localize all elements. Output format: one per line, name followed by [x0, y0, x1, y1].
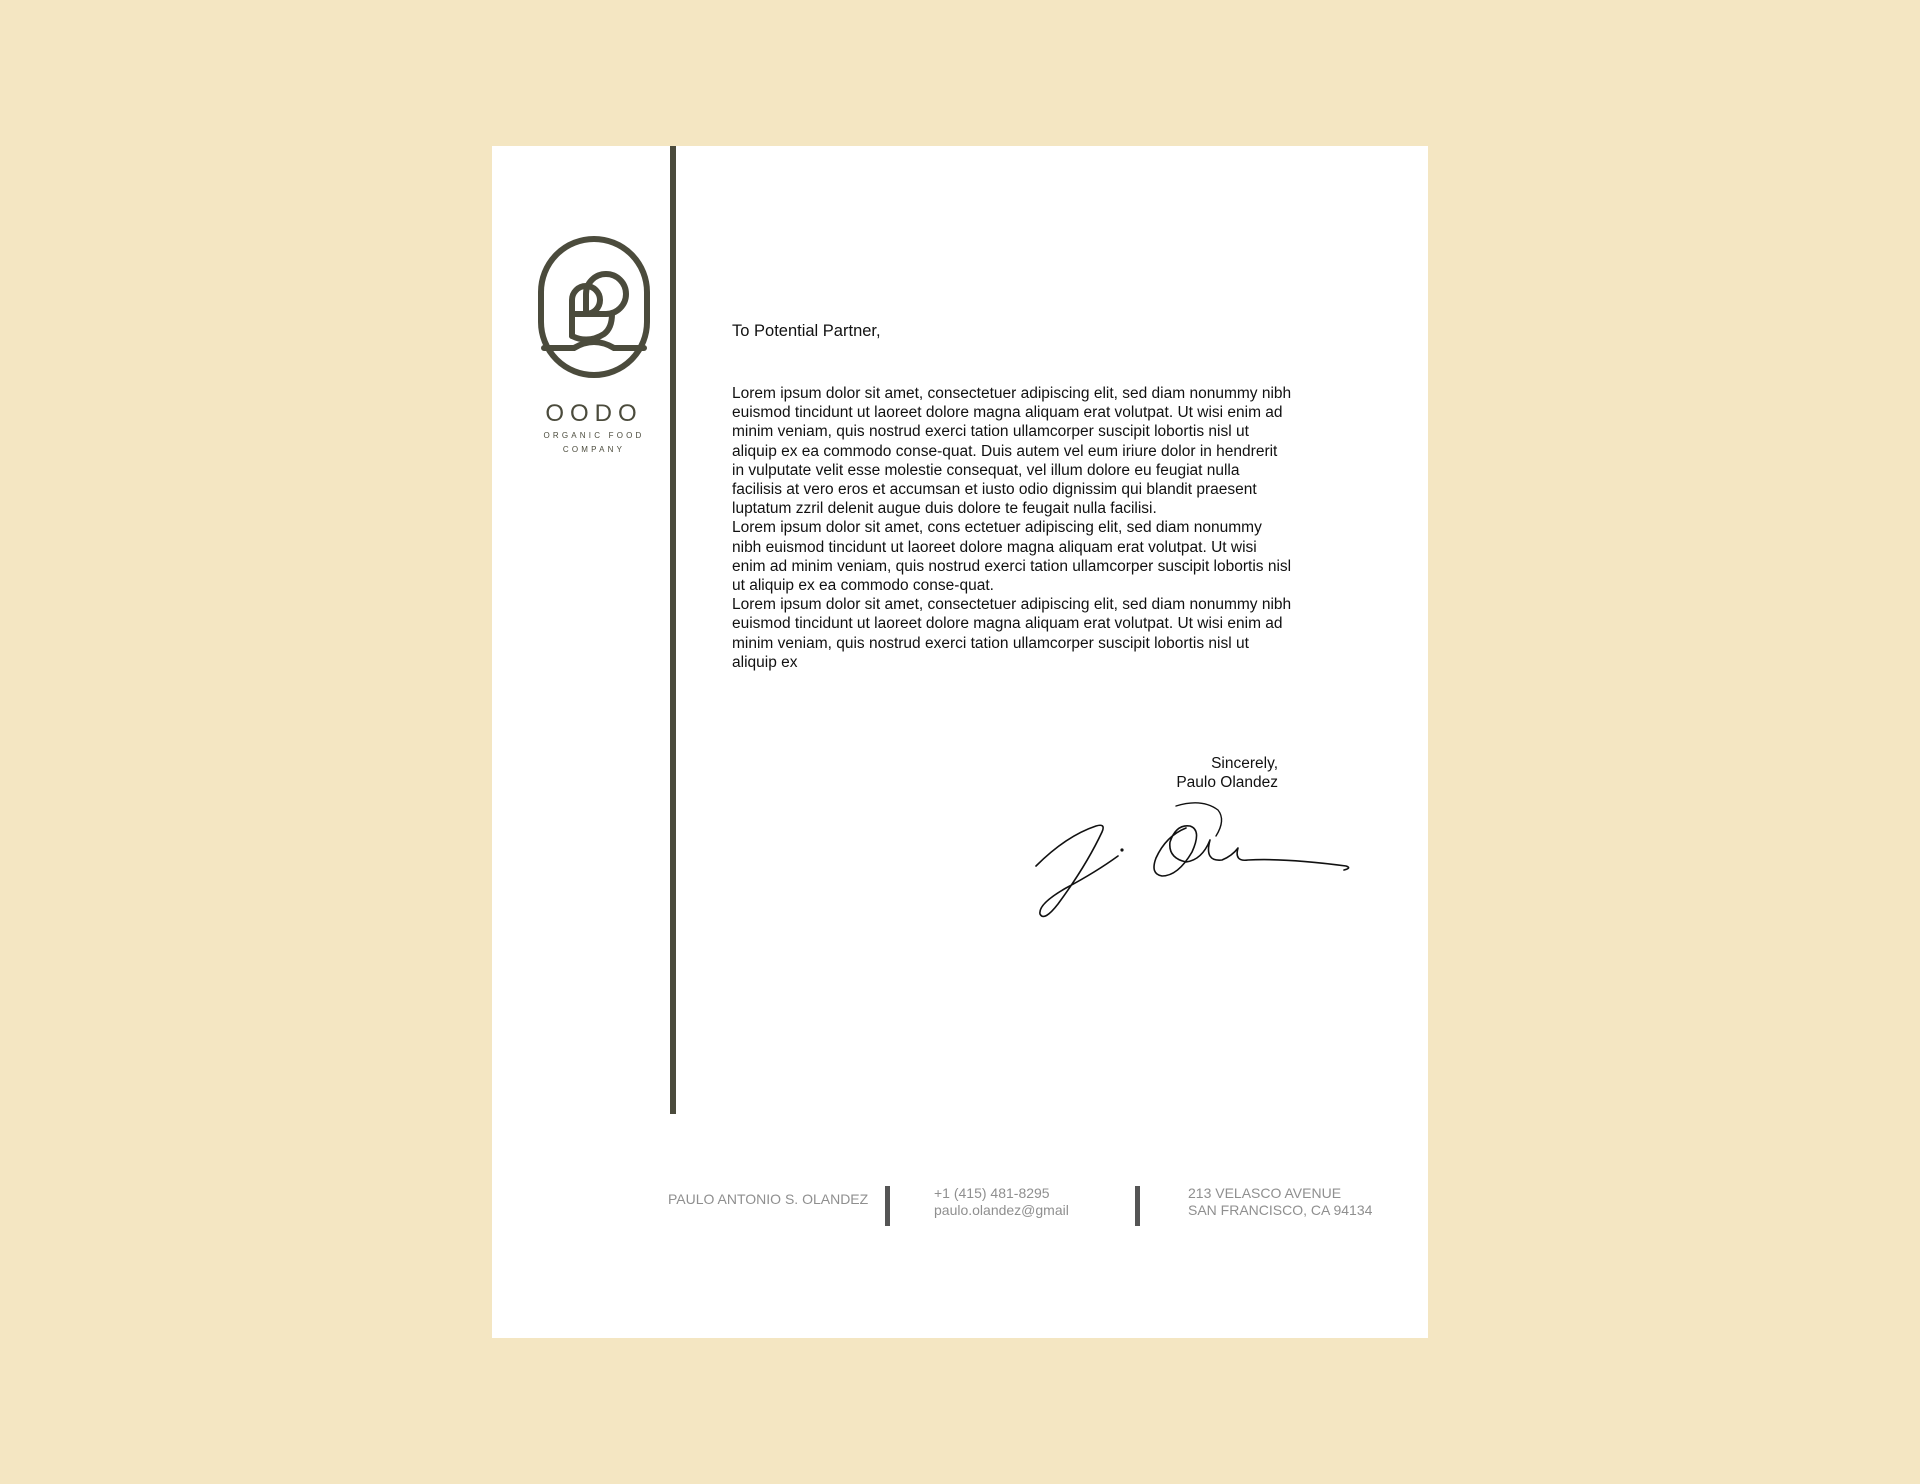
- footer-divider: [885, 1186, 890, 1226]
- letter-paragraph: Lorem ipsum dolor sit amet, consectetuer adipiscing elit, sed diam nonummy nibh euismod tincidunt ut laoreet dolore magna aliquam erat volutpat. Ut wisi enim ad minim veniam, quis nostrud exerci tation ullamcorper suscipit lobortis nisl ut aliquip ex: [732, 596, 1292, 671]
- footer-address: [1188, 1185, 1372, 1219]
- footer-address-line2: SAN FRANCISCO, CA 94134: [1188, 1202, 1373, 1218]
- footer-phone: +1 (415) 481-8295: [934, 1185, 1050, 1201]
- footer-address-line1: 213 VELASCO AVENUE: [1188, 1185, 1342, 1201]
- letter-salutation: To Potential Partner,: [732, 322, 881, 340]
- footer-full-name: PAULO ANTONIO S. OLANDEZ: [668, 1191, 869, 1207]
- letterhead-page: [492, 146, 1428, 1338]
- letter-body: [732, 384, 1292, 672]
- footer-email: paulo.olandez@gmail: [934, 1202, 1069, 1218]
- letter-paragraph: Lorem ipsum dolor sit amet, consectetuer adipiscing elit, sed diam nonummy nibh euismod tincidunt ut laoreet dolore magna aliquam erat volutpat. Ut wisi enim ad minim veniam, quis nostrud exerci tation ullamcorper suscipit lobortis nisl ut aliquip ex ea commodo conse-quat. Duis autem vel eum iriure dolor in hendrerit in vulputate velit esse molestie consequat, vel illum dolore eu feugiat nulla facilisis at vero eros et accumsan et iusto odio dignissim qui blandit praesent luptatum zzril delenit augue duis dolore te feugait nulla facilisi.: [732, 385, 1292, 518]
- handwritten-signature: [1026, 796, 1356, 926]
- letter-closing-block: [1176, 754, 1278, 792]
- logo-wordmark: OODO: [545, 400, 643, 427]
- footer-contact: [934, 1185, 1069, 1219]
- logo-tagline-line1: ORGANIC FOOD: [543, 431, 645, 440]
- footer-divider: [1135, 1186, 1140, 1226]
- letter-closing: Sincerely,: [1211, 755, 1278, 772]
- oodo-logo-icon: [538, 236, 650, 378]
- letter-paragraph: Lorem ipsum dolor sit amet, cons ectetuer adipiscing elit, sed diam nonummy nibh euismod tincidunt ut laoreet dolore magna aliquam erat volutpat. Ut wisi enim ad minim veniam, quis nostrud exerci tation ullamcorper suscipit lobortis nisl ut aliquip ex ea commodo conse-quat.: [732, 519, 1292, 595]
- vertical-divider: [670, 146, 676, 1114]
- letter-sender-name: Paulo Olandez: [1176, 774, 1278, 791]
- logo-tagline-line2: COMPANY: [562, 445, 626, 454]
